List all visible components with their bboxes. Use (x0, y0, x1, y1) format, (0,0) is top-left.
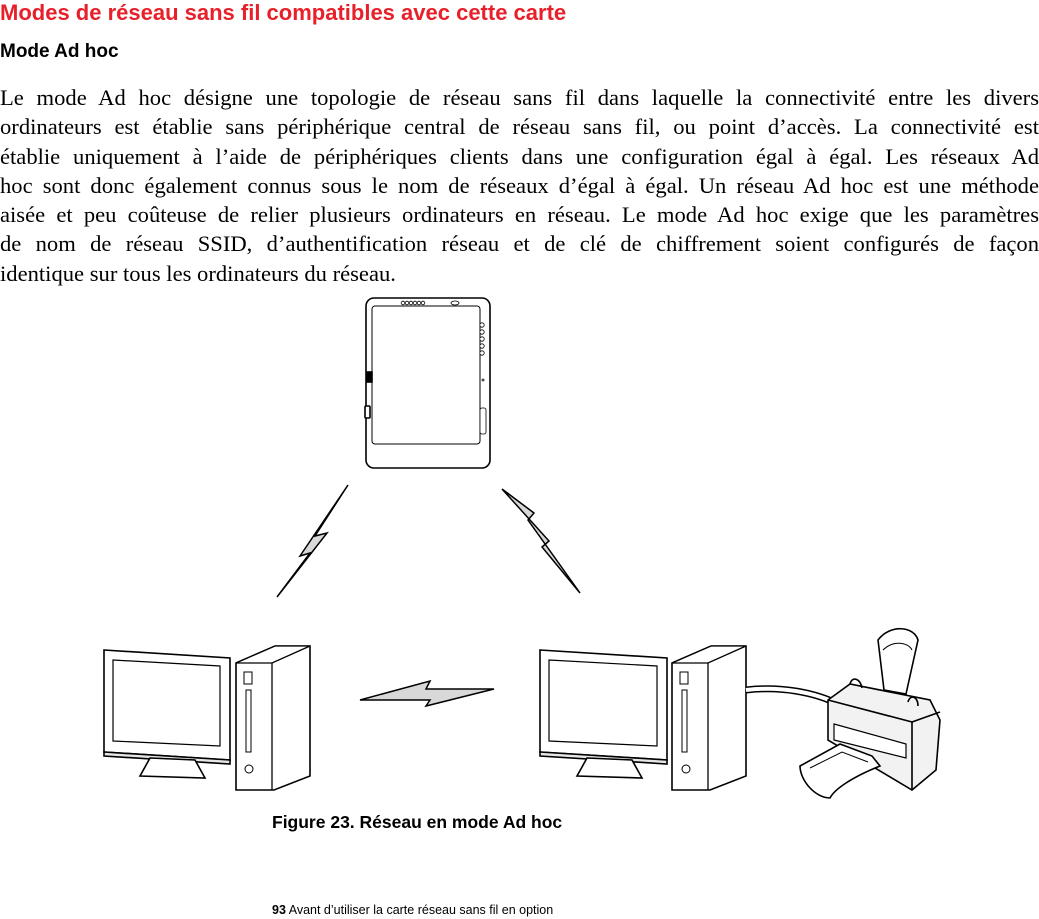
subsection-heading: Mode Ad hoc (0, 41, 119, 62)
wireless-link-bottom-icon (360, 681, 494, 706)
paragraph-line: Le mode Ad hoc désigne une topologie de réseau sans fil dans laquelle la connectivité entre les divers (0, 85, 1039, 110)
paragraph-line: ordinateurs est établie sans périphérique central de réseau sans fil, ou point d’accès. La connectivité est (0, 114, 1039, 140)
body-paragraph (0, 83, 1039, 288)
desktop-computer-right-icon (540, 646, 746, 790)
footer-text: Avant d’utiliser la carte réseau sans fil en option (288, 903, 554, 917)
tablet-pc-icon (365, 298, 490, 468)
paragraph-line: établie uniquement à l’aide de périphériques clients dans une configuration égal à égal. Les réseaux Ad (0, 143, 1039, 169)
paragraph-line: identique sur tous les ordinateurs du réseau. (0, 260, 396, 286)
page-footer (272, 903, 553, 917)
paragraph-line: aisée et peu coûteuse de relier plusieurs ordinateurs en réseau. Le mode Ad hoc exige que les paramètres (0, 202, 1039, 228)
paragraph-line: de nom de réseau SSID, d’authentification réseau et de clé de chiffrement soient configurés de façon (0, 231, 1039, 257)
figure-caption: Figure 23. Réseau en mode Ad hoc (272, 812, 563, 832)
paragraph-line: hoc sont donc également connus sous le nom de réseaux d’égal à égal. Un réseau Ad hoc est une méthode (0, 172, 1039, 198)
wireless-link-left-icon (277, 485, 348, 597)
adhoc-network-figure (0, 290, 1039, 810)
printer-icon (800, 629, 940, 798)
section-heading: Modes de réseau sans fil compatibles avec cette carte (0, 0, 567, 25)
page-number: 93 (272, 903, 286, 917)
desktop-computer-left-icon (104, 646, 310, 790)
wireless-link-right-icon (502, 489, 580, 593)
